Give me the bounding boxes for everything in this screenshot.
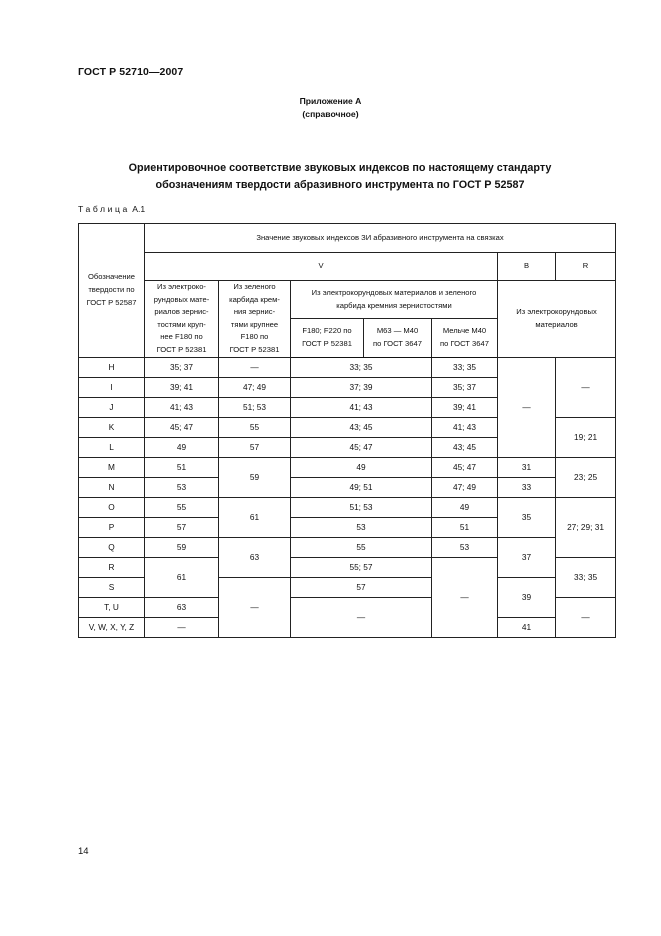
value-cell: 45; 47: [291, 437, 432, 457]
value-cell: 53: [145, 477, 219, 497]
value-cell: —: [145, 617, 219, 637]
value-cell: —: [556, 357, 616, 417]
hardness-cell: K: [79, 417, 145, 437]
table-row: [79, 477, 616, 497]
value-cell: 35; 37: [432, 377, 498, 397]
value-cell: 51: [432, 517, 498, 537]
value-cell: 49: [291, 457, 432, 477]
hardness-cell: S: [79, 577, 145, 597]
value-cell: 55: [145, 497, 219, 517]
hardness-cell: I: [79, 377, 145, 397]
value-cell: 61: [219, 497, 291, 537]
value-cell: 23; 25: [556, 457, 616, 497]
value-cell: —: [219, 357, 291, 377]
value-cell: —: [291, 597, 432, 637]
header-sub-m40: Мельче М40 по ГОСТ 3647: [432, 319, 498, 357]
table-caption: [78, 204, 145, 214]
hardness-cell: O: [79, 497, 145, 517]
value-cell: 55: [291, 537, 432, 557]
value-cell: 33; 35: [291, 357, 432, 377]
hardness-cell: N: [79, 477, 145, 497]
value-cell: 55; 57: [291, 557, 432, 577]
value-cell: 39; 41: [432, 397, 498, 417]
value-cell: 37: [498, 537, 556, 577]
page-number: 14: [78, 846, 89, 857]
value-cell: 57: [291, 577, 432, 597]
value-cell: 59: [145, 537, 219, 557]
table-caption-label: Таблица: [78, 204, 130, 214]
table-title-line1: Ориентировочное соответствие звуковых индексов по настоящему стандарту: [128, 162, 552, 174]
value-cell: 49: [145, 437, 219, 457]
value-cell: 63: [219, 537, 291, 577]
header-sub-f180: F180; F220 по ГОСТ Р 52381: [291, 319, 364, 357]
table-row: [79, 457, 616, 477]
table-row: [79, 537, 616, 557]
hardness-cell: P: [79, 517, 145, 537]
value-cell: 39; 41: [145, 377, 219, 397]
appendix-title: Приложение А: [299, 96, 362, 106]
table-row: [79, 357, 616, 377]
value-cell: 53: [432, 537, 498, 557]
hardness-cell: Q: [79, 537, 145, 557]
value-cell: 41: [498, 617, 556, 637]
header-col-electrocorundum: Из электроко- рундовых мате- риалов зернис- тостями круп- нее F180 по ГОСТ Р 52381: [145, 281, 219, 358]
value-cell: 51; 53: [219, 397, 291, 417]
hardness-cell: T, U: [79, 597, 145, 617]
header-col-green-carbide: Из зеленого карбида крем- ния зернис- тями крупнее F180 по ГОСТ Р 52381: [219, 281, 291, 358]
header-bond-r: R: [556, 253, 616, 281]
value-cell: 33; 35: [432, 357, 498, 377]
value-cell: —: [219, 577, 291, 637]
value-cell: 27; 29; 31: [556, 497, 616, 557]
value-cell: —: [498, 357, 556, 457]
value-cell: 57: [219, 437, 291, 457]
table-caption-number: А.1: [132, 204, 146, 214]
value-cell: 57: [145, 517, 219, 537]
value-cell: 43; 45: [432, 437, 498, 457]
hardness-cell: L: [79, 437, 145, 457]
table-row: [79, 497, 616, 517]
value-cell: 33; 35: [556, 557, 616, 597]
value-cell: 47; 49: [432, 477, 498, 497]
value-cell: 45; 47: [432, 457, 498, 477]
value-cell: 39: [498, 577, 556, 617]
value-cell: 53: [291, 517, 432, 537]
value-cell: 19; 21: [556, 417, 616, 457]
header-main: Значение звуковых индексов ЗИ абразивного инструмента на связках: [145, 224, 616, 253]
hardness-cell: R: [79, 557, 145, 577]
value-cell: 37; 39: [291, 377, 432, 397]
value-cell: 49; 51: [291, 477, 432, 497]
appendix-subtitle: (справочное): [302, 109, 359, 119]
value-cell: —: [432, 557, 498, 637]
value-cell: 33: [498, 477, 556, 497]
header-br-electrocorundum: Из электрокорундовых материалов: [498, 281, 616, 358]
value-cell: 41; 43: [145, 397, 219, 417]
hardness-cell: H: [79, 357, 145, 377]
value-cell: 61: [145, 557, 219, 597]
header-mixed-materials: Из электрокорундовых материалов и зеленого карбида кремния зернистостями: [291, 281, 498, 319]
value-cell: —: [556, 597, 616, 637]
header-bond-v: V: [145, 253, 498, 281]
value-cell: 49: [432, 497, 498, 517]
value-cell: 41; 43: [291, 397, 432, 417]
value-cell: 63: [145, 597, 219, 617]
value-cell: 35: [498, 497, 556, 537]
hardness-cell: V, W, X, Y, Z: [79, 617, 145, 637]
header-sub-m63: М63 — М40 по ГОСТ 3647: [364, 319, 432, 357]
table-title-line2: обозначениям твердости абразивного инструмента по ГОСТ Р 52587: [155, 179, 525, 191]
hardness-index-table: [78, 223, 616, 638]
value-cell: 43; 45: [291, 417, 432, 437]
hardness-cell: J: [79, 397, 145, 417]
value-cell: 51: [145, 457, 219, 477]
header-hardness: Обозначение твердости по ГОСТ Р 52587: [79, 224, 145, 358]
value-cell: 59: [219, 457, 291, 497]
document-id: ГОСТ Р 52710—2007: [78, 66, 184, 78]
value-cell: 31: [498, 457, 556, 477]
value-cell: 55: [219, 417, 291, 437]
header-bond-b: B: [498, 253, 556, 281]
value-cell: 47; 49: [219, 377, 291, 397]
value-cell: 35; 37: [145, 357, 219, 377]
value-cell: 45; 47: [145, 417, 219, 437]
value-cell: 41; 43: [432, 417, 498, 437]
hardness-cell: M: [79, 457, 145, 477]
value-cell: 51; 53: [291, 497, 432, 517]
